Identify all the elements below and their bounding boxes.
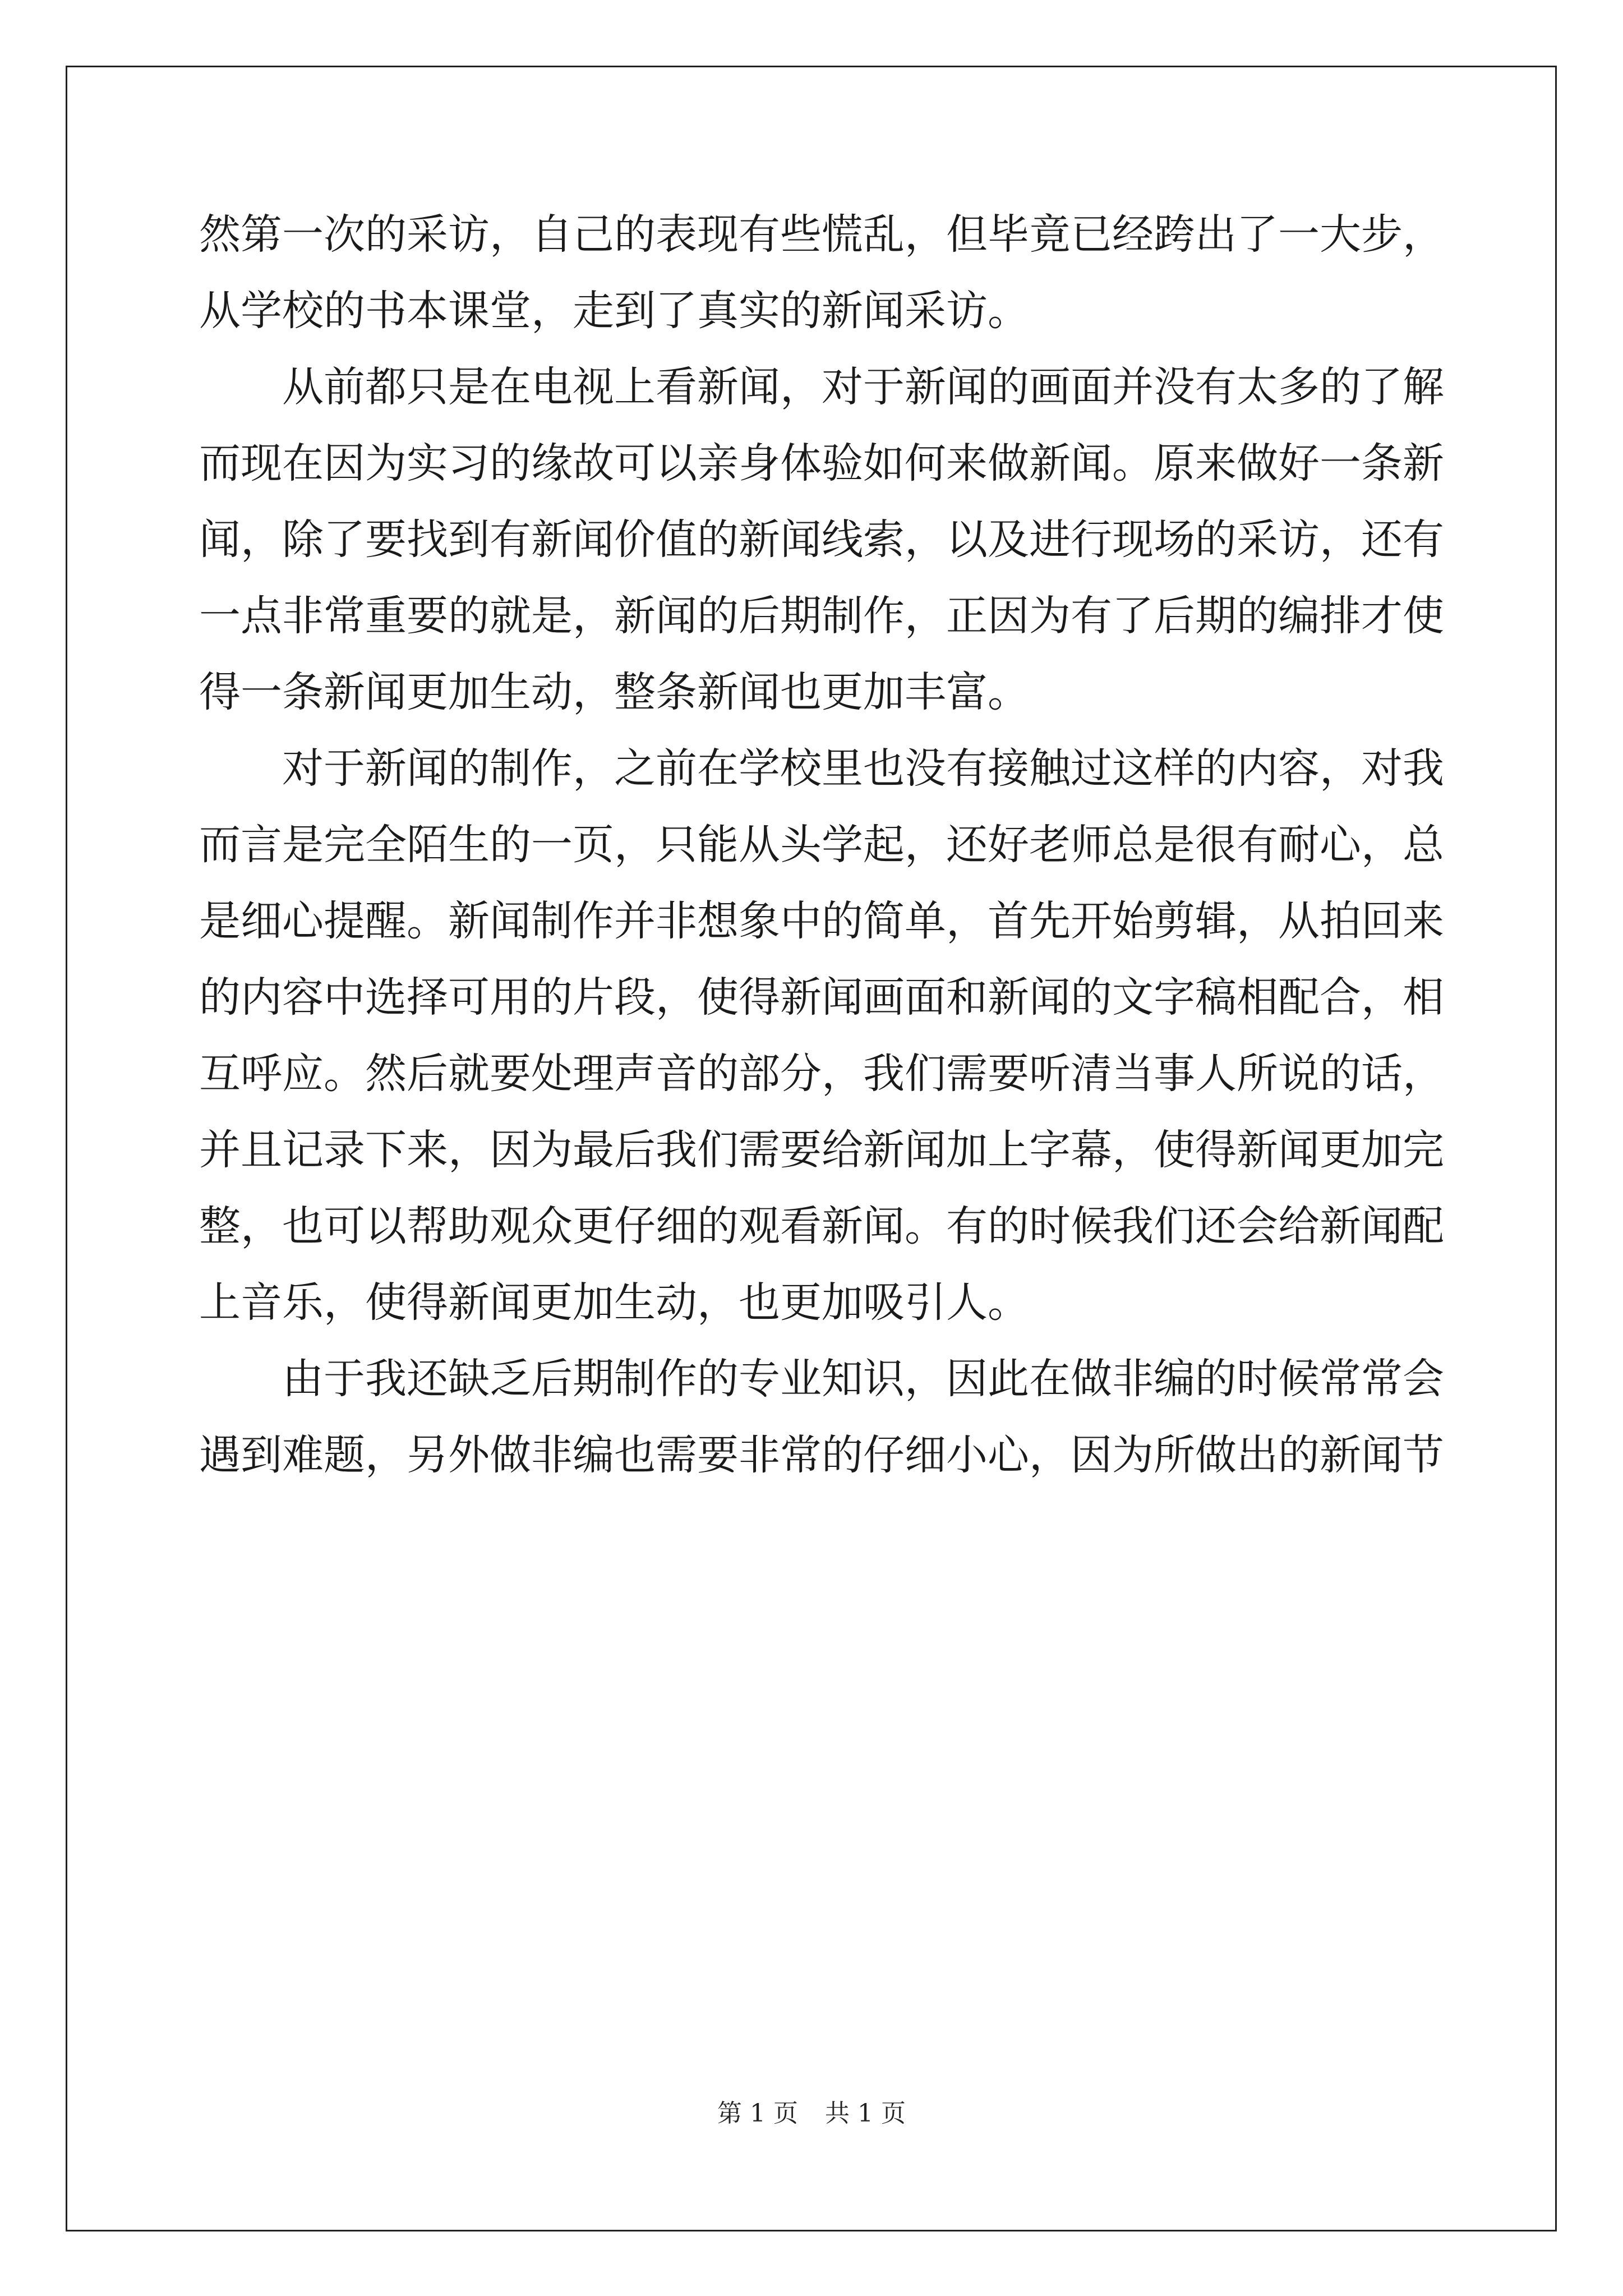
text-line: 的内容中选择可用的片段，使得新闻画面和新闻的文字稿相配合，相 xyxy=(199,973,1444,1022)
text-line: 一点非常重要的就是，新闻的后期制作，正因为有了后期的编排才使 xyxy=(199,592,1444,640)
text-line: 得一条新闻更加生动，整条新闻也更加丰富。 xyxy=(199,668,1029,716)
text-line: 从学校的书本课堂，走到了真实的新闻采访。 xyxy=(199,287,1029,335)
text-line: 对于新闻的制作，之前在学校里也没有接触过这样的内容，对我 xyxy=(199,744,1444,793)
page-number-current: 第 1 页 xyxy=(717,2099,798,2128)
text-line: 然第一次的采访，自己的表现有些慌乱，但毕竟已经跨出了一大步， xyxy=(199,210,1444,259)
text-line: 并且记录下来，因为最后我们需要给新闻加上字幕，使得新闻更加完 xyxy=(199,1126,1444,1174)
text-line: 互呼应。然后就要处理声音的部分，我们需要听清当事人所说的话， xyxy=(199,1050,1444,1098)
document-body xyxy=(199,196,1444,1493)
text-line: 而言是完全陌生的一页，只能从头学起，还好老师总是很有耐心，总 xyxy=(199,821,1444,869)
text-line: 上音乐，使得新闻更加生动，也更加吸引人。 xyxy=(199,1278,1029,1327)
page-number-total: 共 1 页 xyxy=(825,2099,906,2128)
text-line: 是细心提醒。新闻制作并非想象中的简单，首先开始剪辑，从拍回来 xyxy=(199,897,1444,945)
text-line: 闻，除了要找到有新闻价值的新闻线索，以及进行现场的采访，还有 xyxy=(199,516,1444,564)
text-line: 整，也可以帮助观众更仔细的观看新闻。有的时候我们还会给新闻配 xyxy=(199,1202,1444,1250)
text-line: 从前都只是在电视上看新闻，对于新闻的画面并没有太多的了解 xyxy=(199,363,1444,411)
text-line: 由于我还缺乏后期制作的专业知识，因此在做非编的时候常常会 xyxy=(199,1355,1444,1403)
text-line: 而现在因为实习的缘故可以亲身体验如何来做新闻。原来做好一条新 xyxy=(199,439,1444,487)
page-footer xyxy=(0,2097,1623,2131)
text-line: 遇到难题，另外做非编也需要非常的仔细小心，因为所做出的新闻节 xyxy=(199,1431,1444,1479)
